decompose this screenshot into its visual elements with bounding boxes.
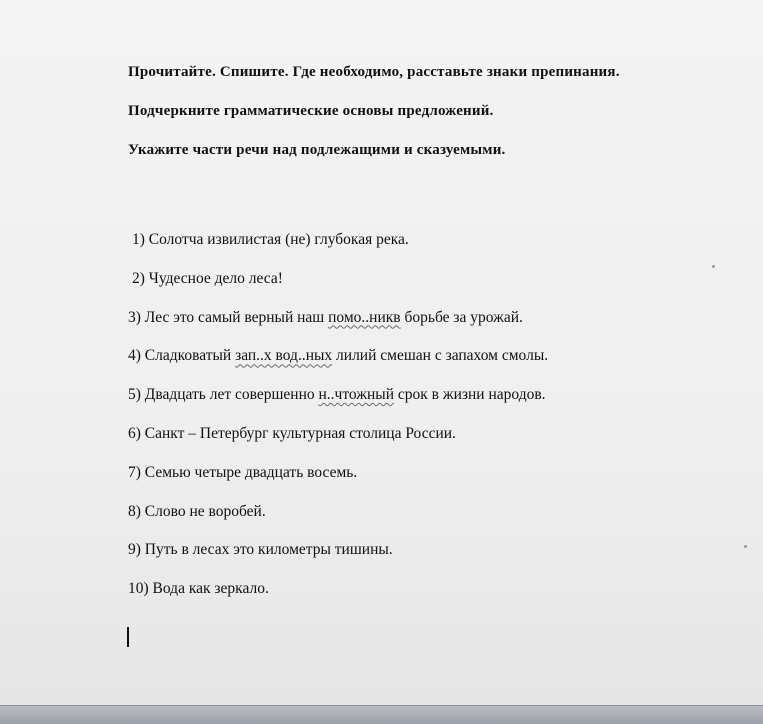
sentence-5 — [128, 384, 728, 406]
sentence-3 — [128, 307, 728, 329]
screen-speck — [712, 265, 715, 268]
sentence-text: 10) Вода как зеркало. — [128, 580, 269, 598]
sentence-text: 2) Чудесное дело леса! — [132, 269, 283, 287]
instruction-line-1: Прочитайте. Спишите. Где необходимо, расставьте знаки препинания. — [128, 64, 620, 80]
sentence-text: 5) Двадцать лет совершенно — [128, 386, 319, 404]
sentence-1 — [128, 229, 728, 251]
sentence-10 — [128, 578, 728, 600]
sentence-text-tail: срок в жизни народов. — [394, 386, 546, 404]
sentence-text: 9) Путь в лесах это километры тишины. — [128, 541, 393, 559]
monitor-bezel-bar — [0, 705, 763, 724]
sentence-text: 8) Слово не воробей. — [128, 502, 266, 520]
instruction-line-3: Укажите части речи над подлежащими и сказуемыми. — [128, 142, 506, 158]
sentence-9 — [128, 539, 728, 561]
sentence-text: 4) Сладковатый — [128, 347, 236, 365]
screen-speck — [744, 545, 747, 548]
spellcheck-error[interactable]: помо..никв — [328, 308, 401, 326]
sentence-4 — [128, 345, 728, 367]
sentence-text: 7) Семью четыре двадцать восемь. — [128, 463, 358, 481]
instruction-line-2: Подчеркните грамматические основы предложений. — [128, 103, 494, 119]
spellcheck-error[interactable]: зап..х вод..ных — [235, 347, 333, 365]
sentence-2 — [128, 268, 728, 290]
sentence-7 — [128, 462, 728, 484]
text-cursor — [127, 627, 129, 647]
sentence-text: 1) Солотча извилистая (не) глубокая река. — [132, 231, 409, 248]
sentence-text: 6) Санкт – Петербург культурная столица России. — [128, 424, 456, 442]
sentence-8 — [128, 501, 728, 523]
sentence-text-tail: борьбе за урожай. — [400, 308, 523, 326]
task-instructions — [128, 62, 758, 179]
sentence-list — [128, 229, 728, 617]
spellcheck-error[interactable]: н..чтожный — [318, 386, 395, 404]
sentence-text: 3) Лес это самый верный наш — [128, 308, 329, 326]
sentence-text-tail: лилий смешан с запахом смолы. — [332, 347, 549, 365]
sentence-6 — [128, 423, 728, 445]
